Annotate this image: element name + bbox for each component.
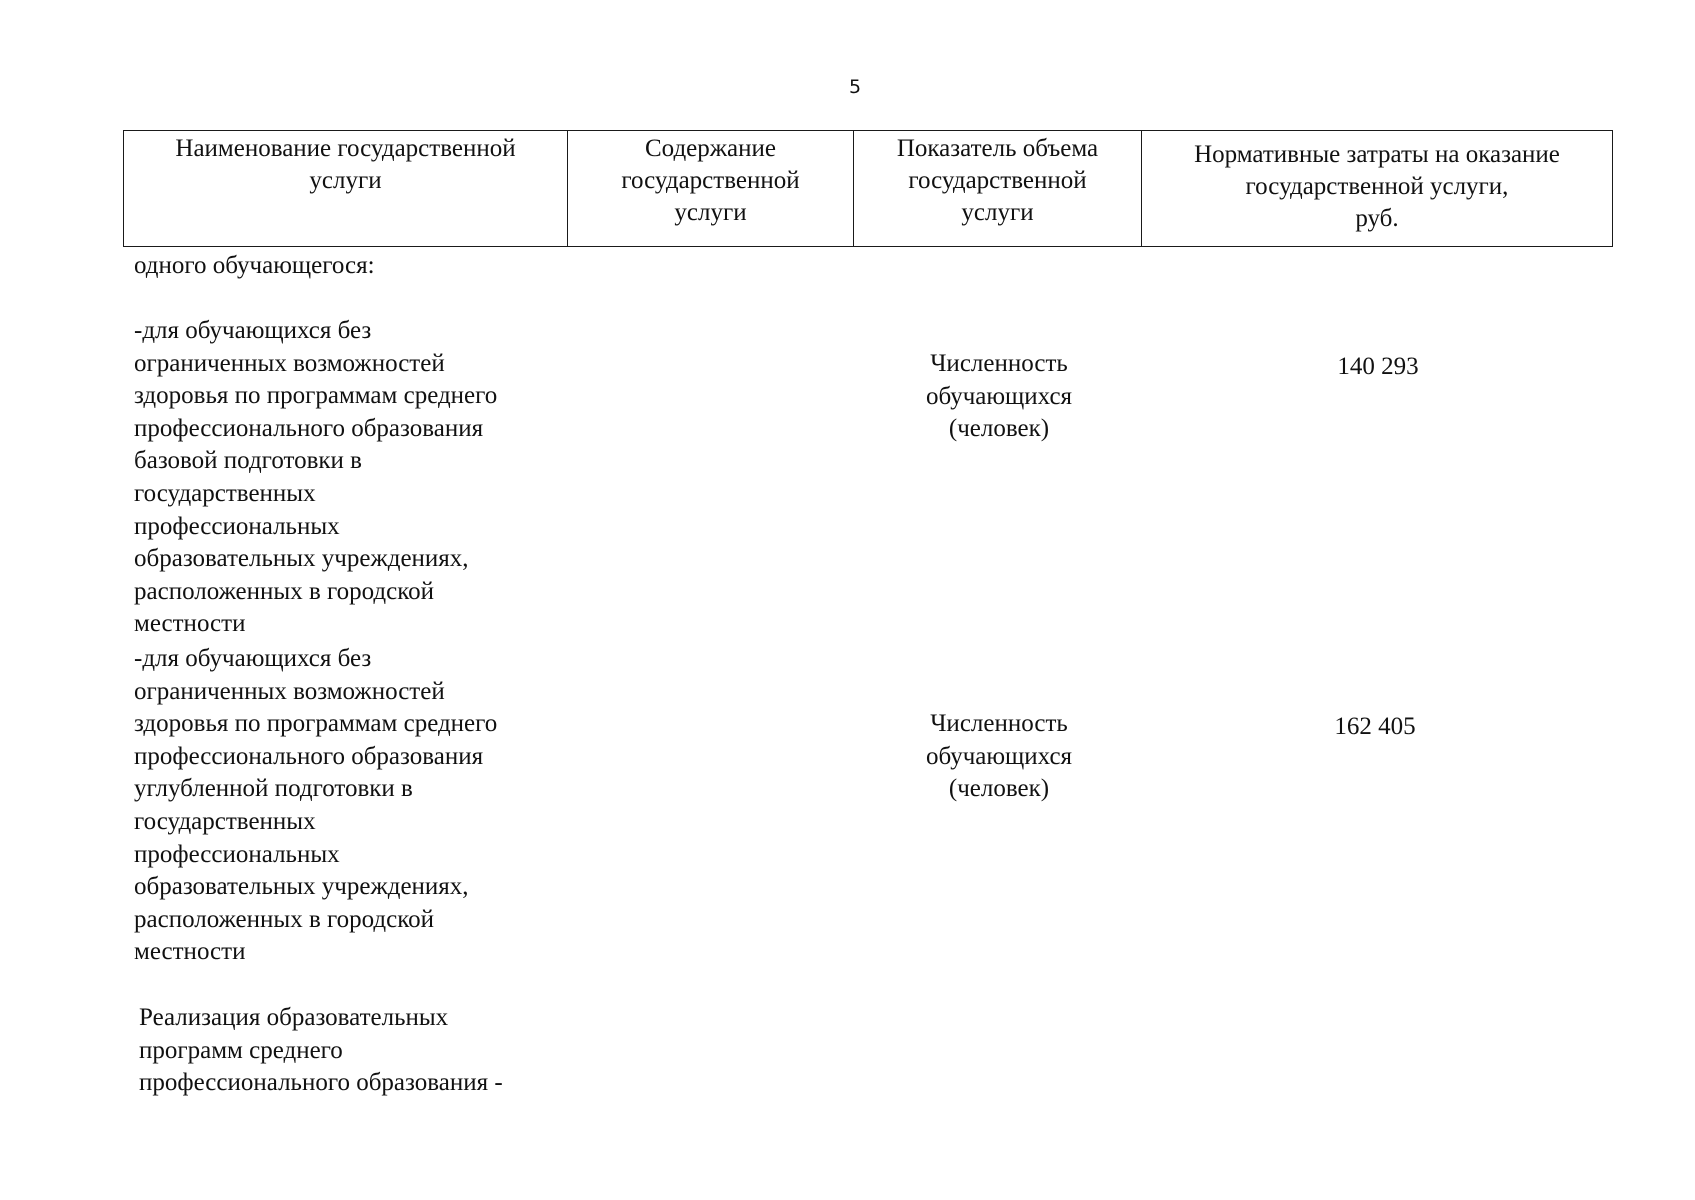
text-line: ограниченных возможностей xyxy=(134,349,445,377)
header-service-name xyxy=(124,131,568,246)
header-text: руб. xyxy=(1355,205,1399,232)
text-line: образовательных учреждениях, xyxy=(134,873,469,901)
cost-row-2: 162 405 xyxy=(1334,713,1416,740)
header-service-content xyxy=(568,131,854,246)
text-line: образовательных учреждениях, xyxy=(134,545,469,573)
header-text: Показатель объема xyxy=(896,135,1099,162)
table-header xyxy=(123,130,1613,247)
header-text: государственной xyxy=(621,167,800,194)
text-line: базовой подготовки в xyxy=(134,447,362,475)
header-text: государственной услуги, xyxy=(1245,173,1509,200)
text-line: здоровья по программам среднего xyxy=(134,710,498,738)
header-text: услуги xyxy=(674,199,747,226)
indicator-row-2 xyxy=(855,708,1143,806)
service-name-row-2 xyxy=(134,643,497,969)
text-line: местности xyxy=(134,938,246,966)
header-text: услуги xyxy=(961,199,1034,226)
text-line: государственных xyxy=(134,807,316,835)
text-line: (человек) xyxy=(948,775,1050,803)
text-line: профессиональных xyxy=(134,512,340,540)
page-number: 5 xyxy=(848,76,862,98)
header-text: государственной xyxy=(908,167,1087,194)
text-line: профессионального образования xyxy=(134,414,484,442)
header-text: Наименование государственной xyxy=(175,135,516,162)
trailing-paragraph xyxy=(139,1002,503,1100)
indicator-row-1 xyxy=(855,348,1143,446)
intro-line: одного обучающегося: xyxy=(134,252,375,279)
header-volume-indicator xyxy=(854,131,1142,246)
text-line: расположенных в городской xyxy=(134,577,434,605)
text-line: Численность xyxy=(930,710,1068,737)
service-name-row-1 xyxy=(134,315,497,641)
header-text: Содержание xyxy=(645,135,776,162)
text-line: обучающихся xyxy=(925,382,1073,410)
cost-row-1: 140 293 xyxy=(1337,353,1419,380)
text-line: углубленной подготовки в xyxy=(134,775,413,803)
text-line: здоровья по программам среднего xyxy=(134,382,498,410)
text-line: ограниченных возможностей xyxy=(134,677,445,705)
text-line: -для обучающихся без xyxy=(134,317,372,344)
header-text: Нормативные затраты на оказание xyxy=(1194,141,1560,168)
header-normative-cost xyxy=(1142,131,1612,246)
text-line: расположенных в городской xyxy=(134,905,434,933)
text-line: местности xyxy=(134,610,246,638)
text-line: Численность xyxy=(930,350,1068,377)
text-line: профессионального образования - xyxy=(139,1069,503,1097)
text-line: государственных xyxy=(134,479,316,507)
header-text: услуги xyxy=(309,167,382,194)
text-line: -для обучающихся без xyxy=(134,645,372,672)
text-line: программ среднего xyxy=(139,1036,343,1064)
text-line: (человек) xyxy=(948,415,1050,443)
text-line: профессиональных xyxy=(134,840,340,868)
text-line: обучающихся xyxy=(925,742,1073,770)
text-line: профессионального образования xyxy=(134,742,484,770)
text-line: Реализация образовательных xyxy=(139,1004,449,1031)
